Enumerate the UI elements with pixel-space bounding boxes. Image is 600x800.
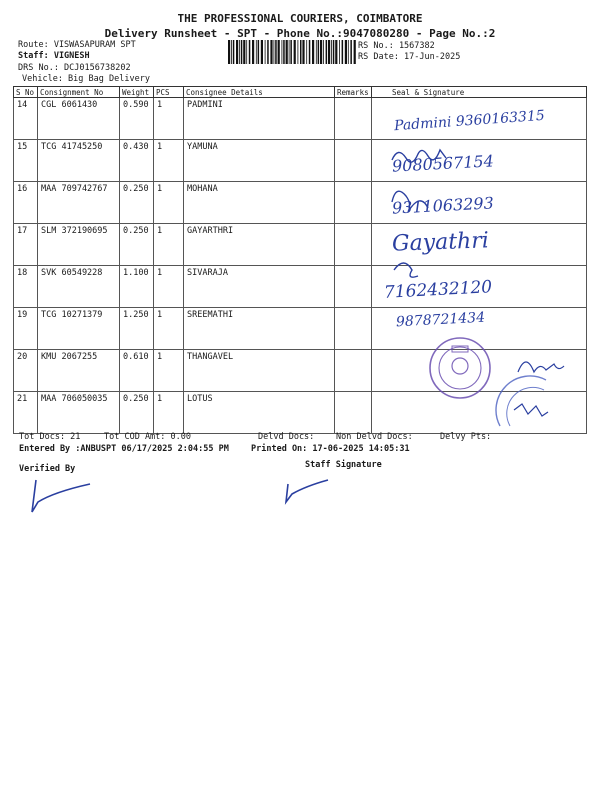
consignee-cell: YAMUNA [184, 140, 335, 182]
pcs-cell: 1 [154, 392, 184, 434]
pcs-cell: 1 [154, 182, 184, 224]
sno-cell: 20 [14, 350, 38, 392]
barcode-bar [261, 40, 263, 64]
barcode-bar [233, 40, 235, 64]
staff-label: Staff: VIGNESH [18, 51, 90, 61]
sno-cell: 19 [14, 308, 38, 350]
consignee-cell: MOHANA [184, 182, 335, 224]
barcode-bar [306, 40, 307, 64]
handwritten-signature-gayathri: Gayathri [391, 228, 490, 257]
company-title: THE PROFESSIONAL COURIERS, COIMBATORE [177, 12, 423, 25]
consignment-cell: MAA 706050035 [38, 392, 120, 434]
consignment-cell: TCG 10271379 [38, 308, 120, 350]
barcode-bar [333, 40, 335, 64]
consignment-cell: MAA 709742767 [38, 182, 120, 224]
barcode-bar [290, 40, 292, 64]
weight-cell: 1.250 [120, 308, 154, 350]
barcode [228, 40, 356, 64]
weight-cell: 0.250 [120, 224, 154, 266]
remarks-cell [335, 98, 372, 140]
barcode-bar [335, 40, 337, 64]
barcode-bar [294, 40, 296, 64]
handwritten-phone-sivaraja: 7162432120 [383, 277, 493, 303]
sno-cell: 15 [14, 140, 38, 182]
pcs-cell: 1 [154, 266, 184, 308]
pcs-cell: 1 [154, 350, 184, 392]
barcode-bar [312, 40, 314, 64]
verified-by-label: Verified By [19, 464, 76, 474]
weight-cell: 1.100 [120, 266, 154, 308]
remarks-cell [335, 224, 372, 266]
remarks-cell [335, 140, 372, 182]
sno-cell: 14 [14, 98, 38, 140]
col-weight-header: Weight [120, 87, 154, 98]
printed-on: Printed On: 17-06-2025 14:05:31 [251, 444, 410, 454]
runsheet-subtitle: Delivery Runsheet - SPT - Phone No.:9047080280 - Page No.:2 [104, 27, 496, 40]
consignee-cell: SIVARAJA [184, 266, 335, 308]
total-docs: Tot Docs: 21 [19, 432, 81, 442]
barcode-bar [323, 40, 324, 64]
vehicle-label: Vehicle: Big Bag Delivery [22, 74, 150, 84]
weight-cell: 0.610 [120, 350, 154, 392]
staff-signature-label: Staff Signature [305, 460, 382, 470]
barcode-bar [326, 40, 328, 64]
route-label: Route: VISWASAPURAM SPT [18, 40, 136, 50]
verifier-signature-mark [24, 478, 92, 518]
consignee-cell: LOTUS [184, 392, 335, 434]
consignee-cell: GAYARTHRI [184, 224, 335, 266]
sno-cell: 18 [14, 266, 38, 308]
barcode-bar [274, 40, 275, 64]
table-header-row [14, 87, 587, 98]
pcs-cell: 1 [154, 98, 184, 140]
barcode-bar [345, 40, 347, 64]
handwritten-phone-yamuna: 9080567154 [391, 151, 495, 176]
barcode-bar [265, 40, 266, 64]
barcode-bar [331, 40, 332, 64]
sno-cell: 16 [14, 182, 38, 224]
pcs-cell: 1 [154, 140, 184, 182]
barcode-bar [328, 40, 330, 64]
total-cod-amount: Tot COD Amt: 0.00 [104, 432, 191, 442]
remarks-cell [335, 392, 372, 434]
barcode-bar [318, 40, 320, 64]
barcode-bar [278, 40, 280, 64]
barcode-bar [316, 40, 317, 64]
col-consignment-header: Consignment No [38, 87, 120, 98]
remarks-cell [335, 308, 372, 350]
barcode-bar [339, 40, 340, 64]
barcode-bar [252, 40, 254, 64]
barcode-bar [300, 40, 302, 64]
barcode-bar [241, 40, 243, 64]
consignment-cell: SVK 60549228 [38, 266, 120, 308]
barcode-bar [348, 40, 349, 64]
barcode-bar [342, 40, 344, 64]
remarks-cell [335, 350, 372, 392]
entered-by: Entered By :ANBUSPT 06/17/2025 2:04:55 PM [19, 444, 229, 454]
company-seal-stamp [418, 322, 588, 444]
barcode-bar [243, 40, 245, 64]
barcode-bar [270, 40, 272, 64]
consignment-cell: KMU 2067255 [38, 350, 120, 392]
rs-number: RS No.: 1567382 [358, 41, 435, 51]
barcode-bar [275, 40, 277, 64]
barcode-bar [289, 40, 290, 64]
barcode-bar [298, 40, 299, 64]
drs-number: DRS No.: DCJ0156738202 [18, 63, 131, 73]
consignment-cell: TCG 41745250 [38, 140, 120, 182]
delivered-docs: Delvd Docs: [258, 432, 315, 442]
consignee-cell: PADMINI [184, 98, 335, 140]
barcode-bar [309, 40, 311, 64]
staff-signature-mark [282, 478, 332, 506]
barcode-bar [246, 40, 247, 64]
barcode-bar [228, 40, 230, 64]
signature-scribbles [384, 140, 584, 300]
barcode-bar [239, 40, 240, 64]
pcs-cell: 1 [154, 308, 184, 350]
weight-cell: 0.250 [120, 182, 154, 224]
remarks-cell [335, 266, 372, 308]
barcode-bar [258, 40, 260, 64]
barcode-bar [236, 40, 238, 64]
barcode-bar [282, 40, 283, 64]
sno-cell: 21 [14, 392, 38, 434]
col-pcs-header: PCS [154, 87, 184, 98]
col-seal-header: Seal & Signature [372, 87, 587, 98]
consignee-cell: THANGAVEL [184, 350, 335, 392]
barcode-bar [302, 40, 304, 64]
pcs-cell: 1 [154, 224, 184, 266]
col-sno-header: S No [14, 87, 38, 98]
delivery-points: Delvy Pts: [440, 432, 492, 442]
col-remarks-header: Remarks [335, 87, 372, 98]
weight-cell: 0.250 [120, 392, 154, 434]
barcode-bar [249, 40, 251, 64]
weight-cell: 0.590 [120, 98, 154, 140]
barcode-bar [267, 40, 269, 64]
consignment-cell: SLM 372190695 [38, 224, 120, 266]
consignment-cell: CGL 6061430 [38, 98, 120, 140]
remarks-cell [335, 182, 372, 224]
consignee-cell: SREEMATHI [184, 308, 335, 350]
barcode-bar [283, 40, 285, 64]
barcode-bar [354, 40, 356, 64]
sno-cell: 17 [14, 224, 38, 266]
weight-cell: 0.430 [120, 140, 154, 182]
barcode-bar [231, 40, 232, 64]
barcode-bar [320, 40, 322, 64]
handwritten-phone-mohana: 9311063293 [391, 193, 495, 218]
barcode-bar [286, 40, 288, 64]
barcode-bar [350, 40, 352, 64]
handwritten-phone-sreemathi: 9878721434 [395, 309, 486, 331]
handwritten-signature-padmini: Padmini 9360163315 [393, 107, 546, 135]
non-delivered-docs: Non Delvd Docs: [336, 432, 413, 442]
rs-date: RS Date: 17-Jun-2025 [358, 52, 461, 62]
col-consignee-header: Consignee Details [184, 87, 335, 98]
barcode-bar [256, 40, 257, 64]
